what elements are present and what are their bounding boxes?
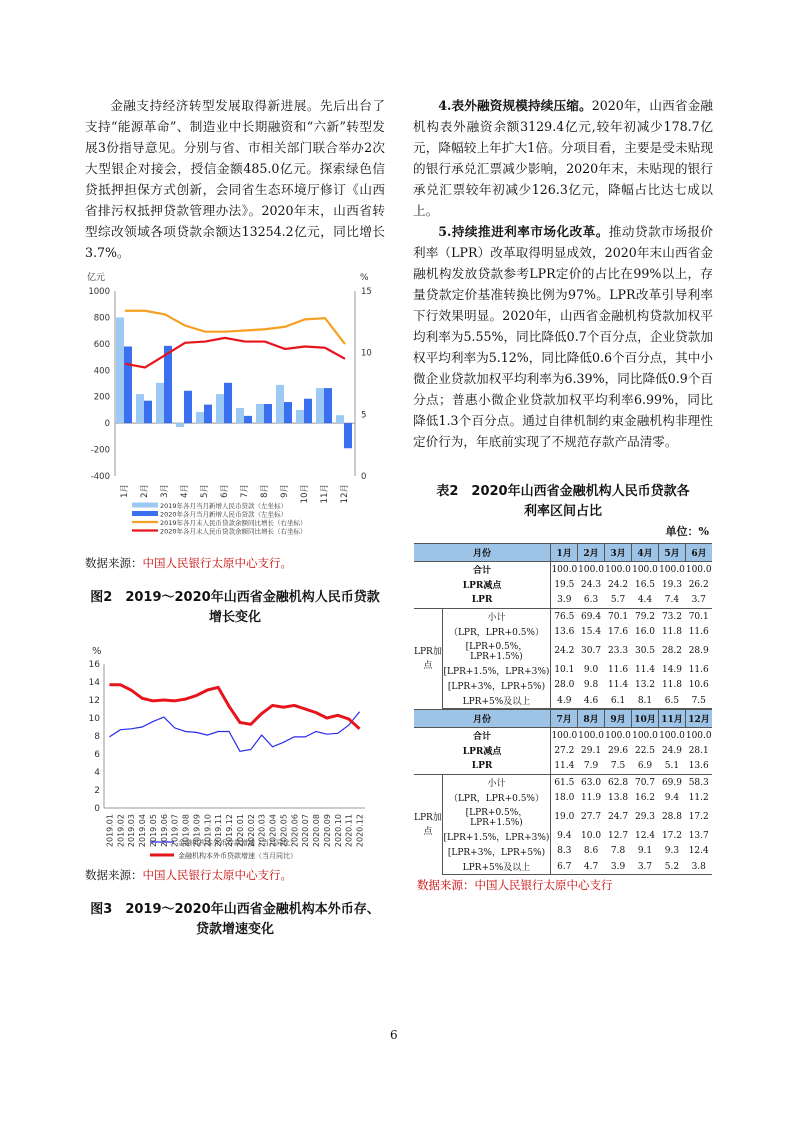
- x-tick-label: 4月: [180, 484, 190, 498]
- y2-tick-label: 5: [361, 410, 367, 421]
- fig3-caption: 图3 2019～2020年山西省金融机构本外币存、贷款增速变化: [90, 902, 380, 937]
- table-cell: 29.6: [608, 745, 629, 756]
- table-cell: 79.2: [632, 608, 659, 624]
- table-cell: 29.1: [581, 745, 602, 756]
- bar-2019: [316, 388, 324, 423]
- table-cell: 13.2: [634, 680, 656, 691]
- table-cell: 28.8: [661, 811, 682, 822]
- table-cell: 4.7: [578, 859, 605, 875]
- table-cell: 11.8: [661, 626, 682, 637]
- section-title: 5.持续推进利率市场化改革。: [438, 224, 609, 239]
- x-tick-label: 2019.09: [192, 814, 202, 848]
- table-cell: 11.9: [581, 792, 602, 803]
- x-tick-label: 2020.11: [344, 814, 354, 848]
- x-tick-label: 1月: [120, 484, 130, 498]
- table-cell: 28.1: [688, 745, 709, 756]
- header-0: 7月: [551, 710, 578, 728]
- table-cell: 24.2: [551, 639, 578, 662]
- legend-swatch: [132, 503, 158, 508]
- table-cell: 17.2: [688, 811, 709, 822]
- table-cell: 13.6: [551, 624, 578, 639]
- legend-label: 2019年各月末人民币贷款余额同比增长（右坐标）: [160, 519, 307, 527]
- header-4: 11月: [658, 710, 685, 728]
- table-cell: 28.9: [688, 645, 709, 656]
- table-cell: 10.0: [581, 831, 602, 842]
- table-cell: 63.0: [578, 774, 605, 790]
- legend-label: 2020年各月末人民币贷款余额同比增长（右坐标）: [160, 527, 307, 536]
- row-label: 小计: [442, 774, 550, 790]
- table-cell: 6.3: [583, 595, 599, 606]
- table-row: [414, 639, 712, 662]
- y-tick-label: 16: [88, 660, 100, 670]
- bar-2020: [204, 405, 212, 424]
- table-cell: 7.9: [583, 761, 599, 772]
- bar-2020: [264, 404, 272, 423]
- x-tick-label: 2019.02: [116, 814, 126, 848]
- x-tick-label: 2019.04: [138, 814, 148, 848]
- y-tick-label: 6: [94, 750, 100, 760]
- x-tick-label: 2020.02: [246, 814, 256, 848]
- x-tick-label: 2019.08: [181, 814, 191, 848]
- y-tick-label: -400: [90, 472, 110, 482]
- bar-2020: [224, 383, 232, 423]
- table-cell: 27.2: [551, 743, 578, 758]
- table-cell: 16.2: [634, 792, 656, 803]
- table-cell: 62.8: [605, 774, 632, 790]
- table-cell: 100.0: [605, 730, 631, 741]
- y2-axis-label: %: [360, 273, 369, 283]
- table-cell: 15.4: [581, 626, 602, 637]
- row-label: [LPR+1.5%，LPR+3%): [443, 666, 550, 677]
- table-cell: 100.0: [659, 730, 685, 741]
- header-3: 4月: [632, 544, 659, 562]
- bar-2020: [124, 347, 132, 424]
- table-cell: 14.9: [661, 665, 682, 676]
- bar-2019: [276, 385, 284, 423]
- table-cell: 30.7: [581, 645, 602, 656]
- table-cell: 12.4: [634, 831, 656, 842]
- table-cell: 13.7: [688, 831, 709, 842]
- table-cell: 100.0: [632, 730, 658, 741]
- fig2-source: [85, 555, 292, 571]
- table-cell: 8.3: [551, 844, 578, 859]
- header-0: 1月: [551, 544, 578, 562]
- y-tick-label: 4: [94, 768, 100, 778]
- table-cell: 3.7: [632, 859, 659, 875]
- x-tick-label: 2020.10: [333, 814, 343, 848]
- table-row: [414, 577, 712, 592]
- loan-growth-line: [109, 685, 359, 729]
- left-column-text: [85, 95, 385, 263]
- table-cell: 11.6: [688, 665, 709, 676]
- page-number: 6: [390, 1028, 398, 1042]
- table-cell: 5.2: [658, 859, 685, 875]
- header-2: 3月: [605, 544, 632, 562]
- row-label: LPR+5%及以上: [442, 693, 550, 709]
- table-cell: 100.0: [685, 564, 712, 575]
- x-tick-label: 2019.06: [159, 814, 169, 848]
- table-row: [414, 662, 712, 677]
- table-cell: 5.1: [664, 761, 680, 772]
- bar-2020: [304, 399, 312, 423]
- table-row: [414, 790, 712, 805]
- table-cell: 9.3: [664, 846, 680, 857]
- table-cell: 3.7: [691, 595, 706, 606]
- y-tick-label: 0: [94, 804, 100, 814]
- right-column-text: [413, 95, 713, 452]
- group-label: LPR加点: [414, 608, 442, 708]
- y2-tick-label: 10: [361, 348, 372, 359]
- legend-swatch: [132, 511, 158, 516]
- table-row: [414, 693, 712, 709]
- table-cell: 3.8: [685, 859, 712, 875]
- y2-tick-label: 15: [361, 287, 372, 297]
- table-cell: 7.5: [610, 761, 626, 772]
- table-cell: 17.6: [608, 626, 629, 637]
- row-label: 小计: [442, 608, 550, 624]
- table-cell: 23.3: [608, 645, 629, 656]
- table-cell: 22.5: [634, 745, 656, 756]
- x-tick-label: 2019.05: [148, 814, 158, 848]
- table-cell: 28.2: [661, 645, 682, 656]
- row-label: 合计: [473, 566, 492, 577]
- table-cell: 76.5: [551, 608, 578, 624]
- y-tick-label: 12: [88, 696, 100, 706]
- paragraph-interest-rate: [413, 221, 713, 452]
- x-tick-label: 11月: [320, 484, 330, 504]
- table-unit: 单位：%: [665, 525, 709, 538]
- row-label: （LPR，LPR+0.5%）: [448, 794, 544, 805]
- table-cell: 28.0: [551, 678, 578, 693]
- bar-2020: [284, 402, 292, 423]
- table-cell: 3.9: [605, 859, 632, 875]
- legend-label: 2020年各月当月新增人民币贷款（左坐标）: [160, 510, 288, 519]
- source-text: 中国人民银行太原中心支行。: [142, 556, 292, 570]
- header-4: 5月: [658, 544, 685, 562]
- rate-table-h2: [414, 709, 712, 875]
- table-cell: 6.1: [605, 693, 632, 709]
- x-tick-label: 10月: [300, 484, 310, 504]
- table-cell: 70.1: [605, 608, 632, 624]
- row-label: LPR: [471, 761, 493, 772]
- table-cell: 13.6: [688, 761, 709, 772]
- deposit-loan-growth-chart: [82, 642, 382, 864]
- table-row: [414, 844, 712, 859]
- table-cell: 100.0: [659, 564, 685, 575]
- bar-2019: [136, 394, 144, 423]
- x-tick-label: 2020.08: [312, 814, 322, 848]
- table-cell: 29.3: [634, 811, 656, 822]
- bar-2019: [256, 404, 264, 423]
- table-cell: 8.6: [583, 846, 599, 857]
- header-5: 12月: [685, 710, 712, 728]
- table-cell: 6.5: [658, 693, 685, 709]
- table-cell: 100.0: [632, 564, 658, 575]
- table-cell: 11.6: [688, 626, 709, 637]
- source-text: 中国人民银行太原中心支行。: [142, 868, 292, 882]
- table-cell: 6.9: [637, 761, 653, 772]
- bar-2020: [144, 401, 152, 423]
- row-label: LPR减点: [462, 581, 502, 592]
- x-tick-label: 8月: [260, 484, 270, 498]
- table-cell: 11.4: [634, 665, 656, 676]
- table-cell: 10.1: [551, 662, 578, 677]
- table-cell: 73.2: [658, 608, 685, 624]
- table-cell: 11.6: [608, 665, 629, 676]
- y-tick-label: 200: [93, 392, 110, 403]
- y-tick-label: 14: [88, 678, 100, 688]
- table-row: [414, 624, 712, 639]
- table-cell: 12.7: [608, 831, 629, 842]
- table-cell: 11.4: [551, 759, 578, 775]
- table-cell: 24.3: [581, 579, 602, 590]
- fig2-caption: 图2 2019～2020年山西省金融机构人民币贷款增长变化: [90, 590, 380, 625]
- x-tick-label: 9月: [280, 484, 290, 498]
- y-axis-label: 亿元: [87, 273, 106, 283]
- paragraph-transition-finance: 金融支持经济转型发展取得新进展。先后出台了支持“能源革命”、制造业中长期融资和“六新”转型发展3份指导意见。分别与省、市相关部门联合举办2次大型银企对接会，授信金额485.0亿元。探索绿色信贷抵押担保方式创新，会同省生态环境厅修订《山西省排污权抵押贷款管理办法》。2020年末，山西省转型综改领域各项贷款余额达13254.2亿元，同比增长3.7%。: [85, 98, 385, 260]
- section-title: 4.表外融资规模持续压缩。: [438, 98, 592, 113]
- source-label: 数据来源：: [85, 556, 143, 570]
- y-tick-label: 400: [93, 366, 110, 377]
- table-row: [414, 805, 712, 828]
- table-row: [414, 828, 712, 843]
- x-tick-label: 2020.03: [257, 814, 267, 848]
- table-cell: 12.4: [688, 846, 709, 857]
- y-axis-label: %: [92, 646, 102, 657]
- y2-tick-label: 0: [361, 472, 367, 482]
- table-cell: 11.8: [661, 680, 682, 691]
- table-cell: 4.6: [578, 693, 605, 709]
- x-tick-label: 6月: [220, 484, 230, 498]
- table-cell: 26.2: [688, 579, 709, 590]
- y-tick-label: 1000: [88, 287, 110, 297]
- bar-2019: [336, 415, 344, 423]
- table-cell: 11.2: [688, 792, 709, 803]
- table-cell: 10.6: [688, 680, 709, 691]
- legend-label: 金融机构本外币贷款增速（当月同比）: [178, 852, 297, 860]
- x-tick-label: 2019.11: [214, 814, 224, 848]
- table-cell: 24.7: [608, 811, 629, 822]
- table-cell: 11.4: [608, 680, 629, 691]
- x-tick-label: 2020.09: [322, 814, 332, 848]
- table-cell: 27.7: [581, 811, 602, 822]
- source-label: 数据来源：: [85, 868, 143, 882]
- section-body: 推动贷款市场报价利率（LPR）改革取得明显成效，2020年末山西省金融机构发放贷款参考LPR定价的占比在99%以上，存量贷款定价基准转换比例为97%。LPR改革引导利率下行效果明显。2020年，山西省金融机构贷款加权平均利率为5.55%，同比降低0.7个百分点，企业贷款加权平均利率为5.12%，同比降低0.6个百分点，其中小微企业贷款加权平均利率为6.39%，同比降低0.9个百分点；普惠小微企业贷款加权平均利率6.99%，同比降低1.3个百分点。通过自律机制约束金融机构非理性定价行为，年底前实现了不规范存款产品清零。: [413, 224, 714, 449]
- row-label: [LPR+0.5%，LPR+1.5%): [465, 808, 528, 829]
- bar-2020: [344, 423, 352, 448]
- y-tick-label: -200: [90, 445, 110, 456]
- table-cell: 16.0: [634, 626, 656, 637]
- table-cell: 69.9: [658, 774, 685, 790]
- table-cell: 19.0: [551, 805, 578, 828]
- paragraph-off-balance: [413, 95, 713, 221]
- deposit-growth-line: [109, 712, 359, 752]
- x-tick-label: 2019.10: [203, 814, 213, 848]
- row-label: [LPR+0.5%，LPR+1.5%): [465, 642, 528, 663]
- table-title: 表2 2020年山西省金融机构人民币贷款各利率区间占比: [436, 484, 690, 519]
- header-1: 2月: [578, 544, 605, 562]
- row-label: LPR: [471, 595, 493, 606]
- table-row: [414, 774, 712, 790]
- row-label: [LPR+1.5%，LPR+3%): [443, 832, 550, 843]
- table-row: [414, 859, 712, 875]
- x-tick-label: 7月: [240, 484, 250, 498]
- x-tick-label: 2020.06: [290, 814, 300, 848]
- row-label: LPR+5%及以上: [442, 859, 550, 875]
- table-cell: 7.8: [610, 846, 626, 857]
- x-tick-label: 2019.12: [225, 814, 235, 848]
- section-body: 2020年，山西省金融机构表外融资余额3129.4亿元,较年初减少178.7亿元，降幅较上年扩大1倍。分项目看，主要是受未贴现的银行承兑汇票减少影响，2020年末，未贴现的银行承兑汇票较年初减少126.3亿元，降幅占比达七成以上。: [413, 98, 713, 218]
- bar-2019: [156, 383, 164, 423]
- bar-2020: [244, 416, 252, 423]
- row-label: 合计: [473, 732, 492, 743]
- table-cell: 24.2: [608, 579, 629, 590]
- header-month: 月份: [414, 710, 551, 728]
- x-tick-label: 2020.12: [355, 814, 365, 848]
- table-cell: 100.0: [605, 564, 631, 575]
- table-cell: 3.9: [551, 593, 578, 609]
- table-cell: 13.8: [608, 792, 629, 803]
- table-cell: 7.5: [685, 693, 712, 709]
- header-2: 9月: [605, 710, 632, 728]
- header-5: 6月: [685, 544, 712, 562]
- table-cell: 6.7: [551, 859, 578, 875]
- x-tick-label: 3月: [160, 484, 170, 498]
- table-row: [414, 728, 712, 744]
- bar-2020: [184, 391, 192, 423]
- table-cell: 100.0: [685, 730, 712, 741]
- table-cell: 70.7: [632, 774, 659, 790]
- x-tick-label: 12月: [340, 484, 350, 504]
- fig3-source: [85, 867, 292, 883]
- table-cell: 17.2: [661, 831, 682, 842]
- table-cell: 70.1: [685, 608, 712, 624]
- group-label: LPR加点: [414, 774, 442, 874]
- table-cell: 9.1: [637, 846, 653, 857]
- rate-table-h1: [414, 543, 712, 709]
- table-cell: 4.4: [637, 595, 653, 606]
- table-row: [414, 759, 712, 775]
- bar-2019: [296, 410, 304, 423]
- table-cell: 19.3: [661, 579, 682, 590]
- row-label: LPR减点: [462, 747, 502, 758]
- x-tick-label: 2019.01: [105, 814, 115, 848]
- table-cell: 18.0: [551, 790, 578, 805]
- table-cell: 30.5: [634, 645, 656, 656]
- legend-label: 2019年各月当月新增人民币贷款（左坐标）: [160, 502, 288, 510]
- table-cell: 19.5: [551, 577, 578, 592]
- x-tick-label: 2019.03: [127, 814, 137, 848]
- bar-2019: [216, 394, 224, 423]
- table-cell: 7.4: [664, 595, 680, 606]
- y-tick-label: 10: [88, 714, 100, 724]
- x-tick-label: 2月: [140, 484, 150, 498]
- table-row: [414, 562, 712, 578]
- table-cell: 69.4: [578, 608, 605, 624]
- header-month: 月份: [414, 544, 551, 562]
- table-cell: 9.8: [583, 680, 599, 691]
- y-tick-label: 2: [94, 786, 100, 796]
- header-3: 10月: [632, 710, 659, 728]
- table-cell: 9.4: [551, 828, 578, 843]
- table-cell: 9.0: [583, 665, 599, 676]
- table-cell: 61.5: [551, 774, 578, 790]
- y-tick-label: 600: [93, 339, 110, 350]
- row-label: （LPR，LPR+0.5%）: [448, 628, 544, 639]
- table-row: [414, 608, 712, 624]
- table-cell: 100.0: [578, 564, 604, 575]
- x-tick-label: 2020.07: [301, 814, 311, 848]
- table-cell: 5.7: [610, 595, 626, 606]
- header-1: 8月: [578, 710, 605, 728]
- table-row: [414, 743, 712, 758]
- table-cell: 100.0: [578, 730, 604, 741]
- bar-2019: [176, 423, 184, 427]
- table-cell: 100.0: [551, 728, 578, 744]
- table-row: [414, 678, 712, 693]
- bar-2020: [164, 346, 172, 423]
- legend-label: 金融机构本外币存款增速（当月同比）: [178, 839, 297, 847]
- table-cell: 16.5: [634, 579, 656, 590]
- bar-2020: [324, 388, 332, 423]
- table-cell: 8.1: [632, 693, 659, 709]
- x-tick-label: 2020.01: [235, 814, 245, 848]
- table-cell: 24.9: [661, 745, 682, 756]
- line-2020: [125, 338, 345, 368]
- table-cell: 9.4: [664, 792, 680, 803]
- bar-2019: [236, 408, 244, 423]
- table-cell: 4.9: [551, 693, 578, 709]
- row-label: [LPR+3%，LPR+5%): [447, 681, 546, 692]
- x-tick-label: 2020.04: [268, 814, 278, 848]
- y-tick-label: 800: [93, 313, 110, 324]
- y-tick-label: 8: [94, 732, 100, 742]
- loan-growth-chart: [82, 266, 392, 541]
- table-row: [414, 593, 712, 609]
- x-tick-label: 2019.07: [170, 814, 180, 848]
- table-source: 数据来源：中国人民银行太原中心支行: [417, 878, 613, 892]
- bar-2019: [116, 317, 124, 423]
- x-tick-label: 5月: [200, 484, 210, 498]
- y-tick-label: 0: [104, 419, 110, 430]
- table-cell: 58.3: [685, 774, 712, 790]
- x-tick-label: 2020.05: [279, 814, 289, 848]
- bar-2019: [196, 412, 204, 423]
- row-label: [LPR+3%，LPR+5%): [447, 847, 546, 858]
- table-cell: 100.0: [551, 562, 578, 578]
